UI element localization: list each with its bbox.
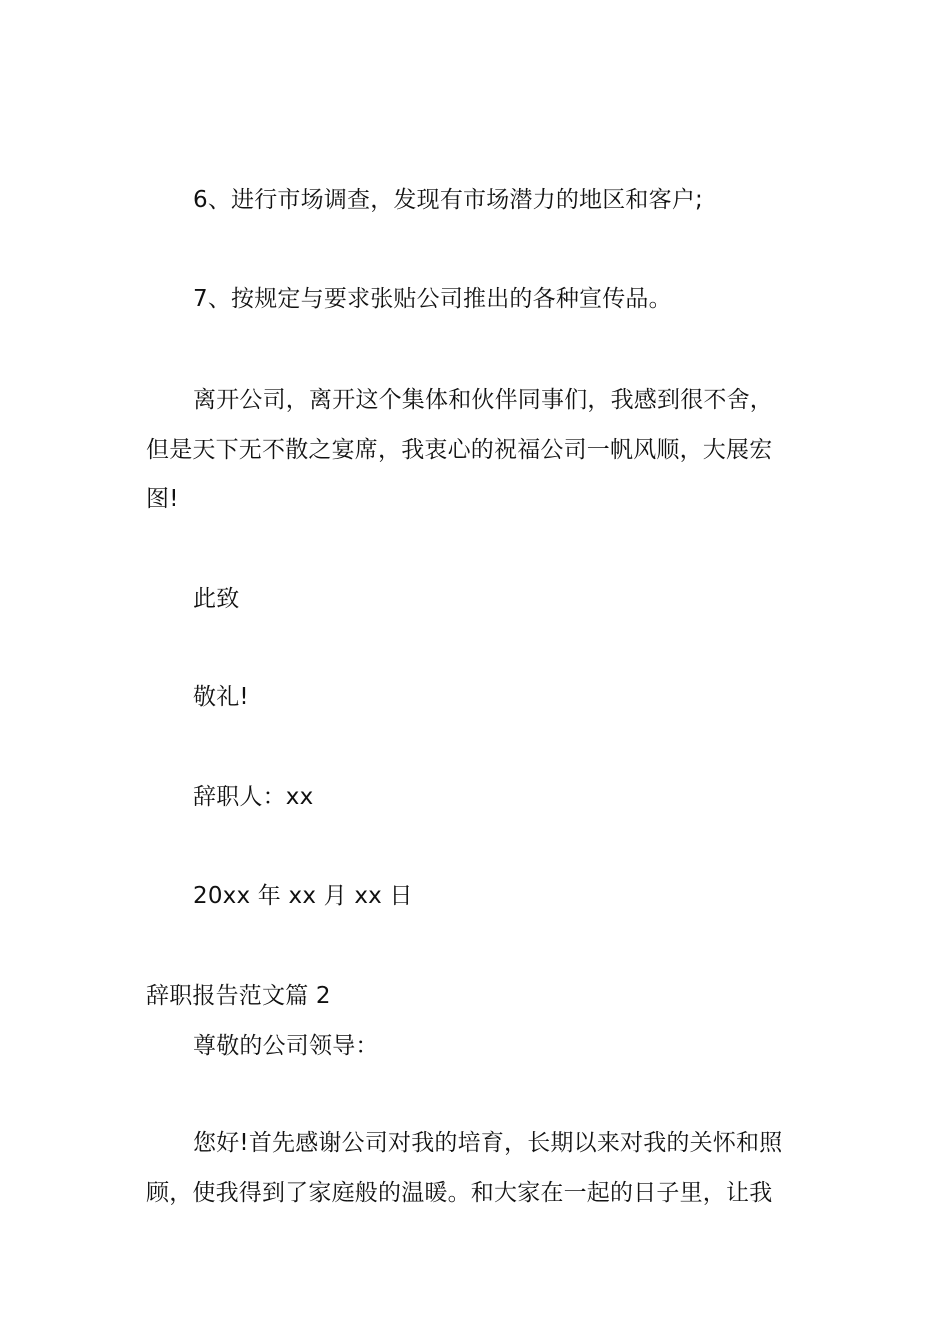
salutation: 此致	[193, 586, 240, 612]
closing-paragraph-line-1: 离开公司，离开这个集体和伙伴同事们，我感到很不舍，	[193, 387, 773, 413]
section-title: 辞职报告范文篇 2	[146, 983, 331, 1009]
body-paragraph-line-1: 您好!首先感谢公司对我的培育，长期以来对我的关怀和照	[193, 1130, 783, 1156]
date: 20xx 年 xx 月 xx 日	[193, 883, 413, 909]
signer: 辞职人：xx	[193, 784, 314, 810]
closing-paragraph-line-2: 但是天下无不散之宴席，我衷心的祝福公司一帆风顺，大展宏	[146, 437, 773, 463]
body-paragraph-line-2: 顾，使我得到了家庭般的温暖。和大家在一起的日子里，让我	[146, 1180, 773, 1206]
list-item-6: 6、进行市场调查，发现有市场潜力的地区和客户;	[193, 187, 703, 213]
regards: 敬礼!	[193, 684, 249, 710]
list-item-7: 7、按规定与要求张贴公司推出的各种宣传品。	[193, 286, 672, 312]
closing-paragraph-line-3: 图!	[146, 486, 179, 512]
greeting: 尊敬的公司领导：	[193, 1033, 379, 1059]
